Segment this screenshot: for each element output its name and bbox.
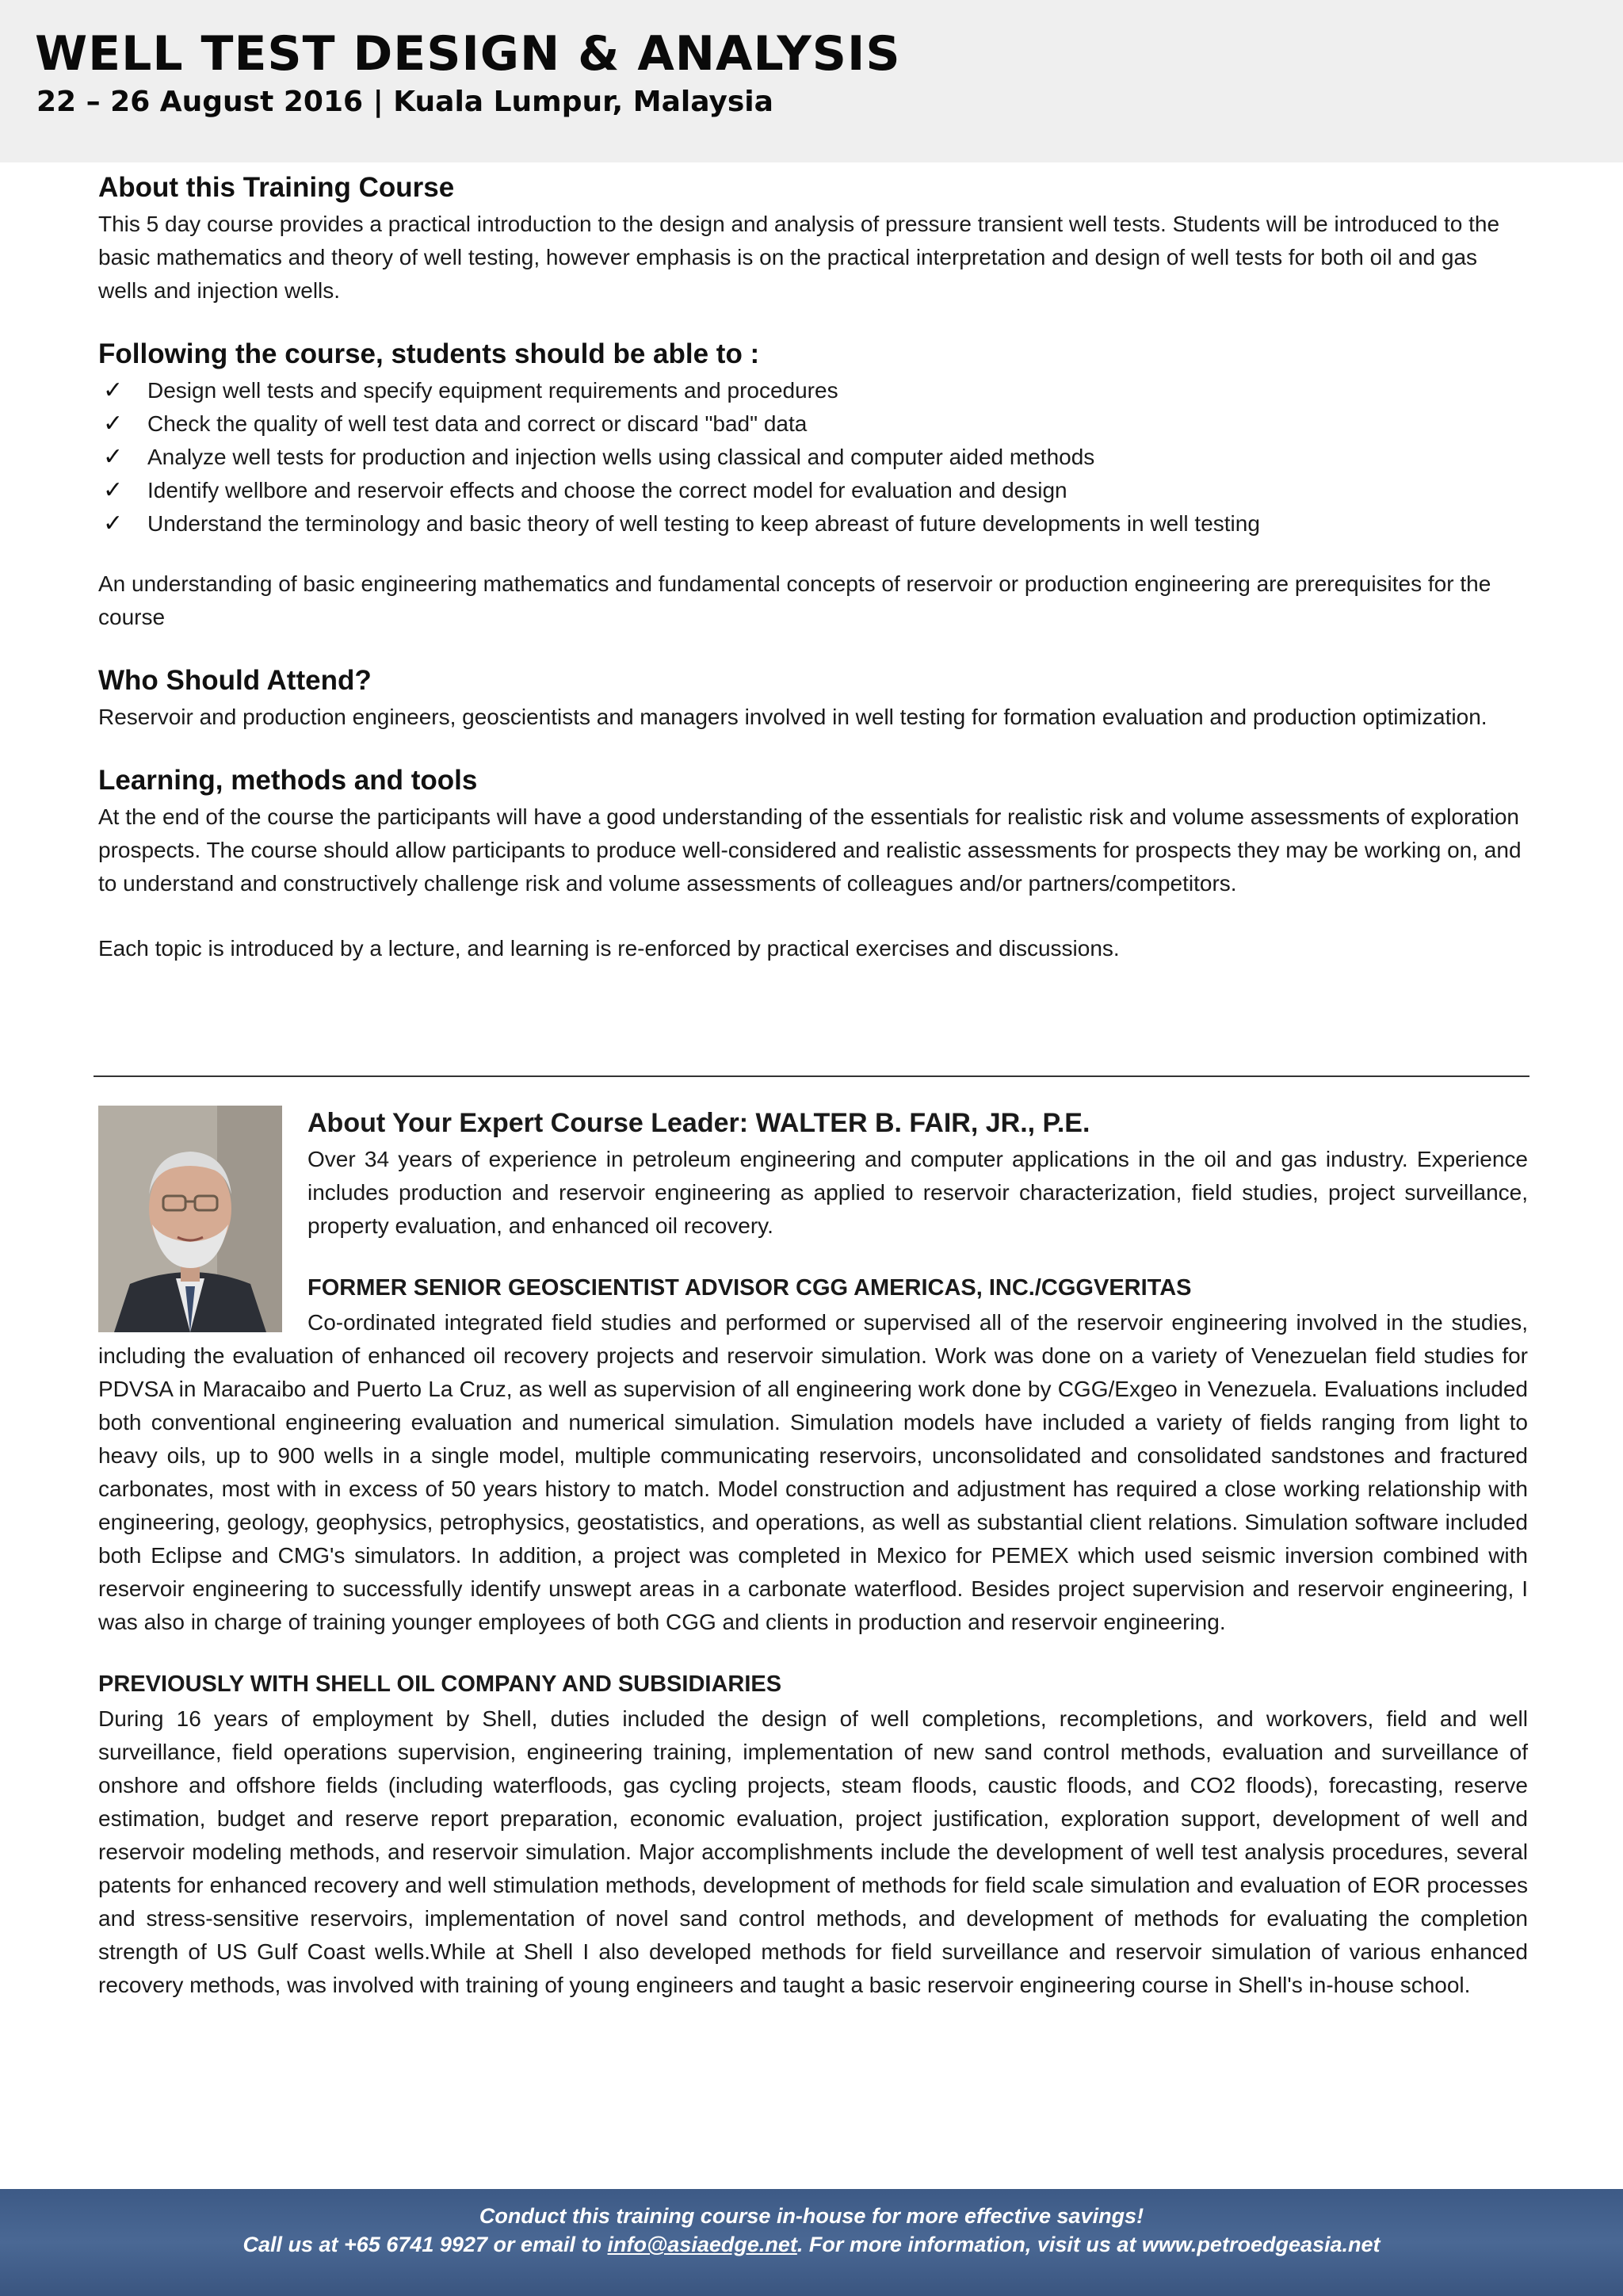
page-footer bbox=[0, 2189, 1623, 2296]
outcomes-list bbox=[98, 374, 1531, 541]
list-item: ✓ Analyze well tests for production and injection wells using classical and computer aided methods bbox=[98, 441, 1531, 474]
list-item: ✓ Check the quality of well test data and correct or discard "bad" data bbox=[98, 407, 1531, 441]
checkmark-icon: ✓ bbox=[103, 476, 124, 504]
attend-heading: Who Should Attend? bbox=[98, 665, 372, 696]
checkmark-icon: ✓ bbox=[103, 410, 124, 437]
event-date-location: 22 – 26 August 2016 | Kuala Lumpur, Malaysia bbox=[36, 86, 773, 118]
leader-portrait bbox=[98, 1106, 282, 1332]
list-item: ✓ Understand the terminology and basic theory of well testing to keep abreast of future developments in well testing bbox=[98, 507, 1531, 541]
leader-intro: Over 34 years of experience in petroleum engineering and computer applications in the oil and gas industry. Experience includes production and reservoir engineering as applied to reservoir characterization, field studies, project surveillance, property evaluation, and enhanced oil recovery. bbox=[307, 1147, 1528, 1238]
section-divider bbox=[94, 1075, 1529, 1077]
learning-text: At the end of the course the participants will have a good understanding of the essentials for realistic risk and volume assessments of exploration prospects. The course should allow participants to produce well-considered and realistic assessments for prospects they may be working on, and to understand and constructively challenge risk and volume assessments of colleagues and/or partners/competitors. bbox=[98, 804, 1522, 896]
prerequisites-text: An understanding of basic engineering mathematics and fundamental concepts of reservoir or production engineering are prerequisites for the course bbox=[98, 571, 1491, 629]
learning-heading: Learning, methods and tools bbox=[98, 765, 478, 796]
list-item: ✓ Identify wellbore and reservoir effects and choose the correct model for evaluation and design bbox=[98, 474, 1531, 507]
about-text: This 5 day course provides a practical introduction to the design and analysis of pressure transient well tests. Students will be introduced to the basic mathematics and theory of well testing, however emphasis is on the practical interpretation and design of well tests for both oil and gas wells and injection wells. bbox=[98, 212, 1500, 303]
email-link[interactable]: info@asiaedge.net bbox=[607, 2233, 797, 2256]
attend-text: Reservoir and production engineers, geoscientists and managers involved in well testing for formation evaluation and production optimization. bbox=[98, 705, 1487, 729]
shell-heading: PREVIOUSLY WITH SHELL OIL COMPANY AND SUBSIDIARIES bbox=[98, 1671, 782, 1697]
shell-text: During 16 years of employment by Shell, duties included the design of well completions, recompletions, and workovers, field and well surveillance, field operations supervision, engineering training, implementation of new sand control methods, evaluation and surveillance of onshore and offshore fields (including waterfloods, gas cycling projects, steam floods, caustic floods, and CO2 floods), forecasting, reserve estimation, budget and reserve report preparation, economic evaluation, project justification, exploration support, development of well and reservoir modeling methods, and reservoir simulation. Major accomplishments include the development of well test analysis procedures, several patents for enhanced recovery and well stimulation methods, development of methods for field scale simulation and evaluation of EOR processes and stress-sensitive reservoirs, implementation of novel sand control methods, and development of methods for evaluating the completion strength of US Gulf Coast wells.While at Shell I also developed methods for field surveillance and reservoir simulation of various enhanced recovery methods, was involved with training of young engineers and taught a basic reservoir engineering course in Shell's in-house school. bbox=[98, 1706, 1528, 1997]
leader-heading: About Your Expert Course Leader: WALTER B. FAIR, JR., P.E. bbox=[307, 1108, 1090, 1138]
outcomes-heading: Following the course, students should be able to : bbox=[98, 338, 760, 369]
course-details bbox=[98, 168, 1531, 965]
page-header bbox=[0, 0, 1623, 162]
about-heading: About this Training Course bbox=[98, 172, 455, 203]
checkmark-icon: ✓ bbox=[103, 443, 124, 471]
checkmark-icon: ✓ bbox=[103, 376, 124, 404]
course-leader-section bbox=[98, 1103, 1528, 2002]
page-title: WELL TEST DESIGN & ANALYSIS bbox=[35, 26, 901, 82]
learning-text-2: Each topic is introduced by a lecture, and learning is re-enforced by practical exercises and discussions. bbox=[98, 936, 1120, 961]
list-item: ✓ Design well tests and specify equipment requirements and procedures bbox=[98, 374, 1531, 407]
person-photo-icon bbox=[98, 1106, 282, 1332]
footer-tagline: Conduct this training course in-house for more effective savings! bbox=[479, 2204, 1144, 2228]
checkmark-icon: ✓ bbox=[103, 510, 124, 537]
cgg-heading: FORMER SENIOR GEOSCIENTIST ADVISOR CGG AMERICAS, INC./CGGVERITAS bbox=[307, 1275, 1192, 1301]
cgg-text: Co-ordinated integrated field studies and performed or supervised all of the reservoir engineering involved in the studies, including the evaluation of enhanced oil recovery projects and reservoir simulation. Work was done on a variety of Venezuelan field studies for PDVSA in Maracaibo and Puerto La Cruz, as well as supervision of all engineering work done by CGG/Exgeo in Venezuela. Evaluations included both conventional engineering evaluation and numerical simulation. Simulation models have included a variety of fields ranging from light to heavy oils, up to 900 wells in a single model, multiple communicating reservoirs, unconsolidated and consolidated sandstones and fractured carbonates, most with in excess of 50 years history to match. Model construction and adjustment has required a close working relationship with engineering, geology, geophysics, petrophysics, geostatistics, and operations, as well as substantial client relations. Simulation software included both Eclipse and CMG's simulators. In addition, a project was completed in Mexico for PEMEX which used seismic inversion combined with reservoir engineering to successfully identify unswept areas in a carbonate waterflood. Besides project supervision and reservoir engineering, I was also in charge of training younger employees of both CGG and clients in production and reservoir engineering. bbox=[98, 1310, 1528, 1634]
footer-contact: Call us at +65 6741 9927 or email to info@asiaedge.net. For more information, visit us at www.petroedgeasia.net bbox=[242, 2233, 1381, 2256]
